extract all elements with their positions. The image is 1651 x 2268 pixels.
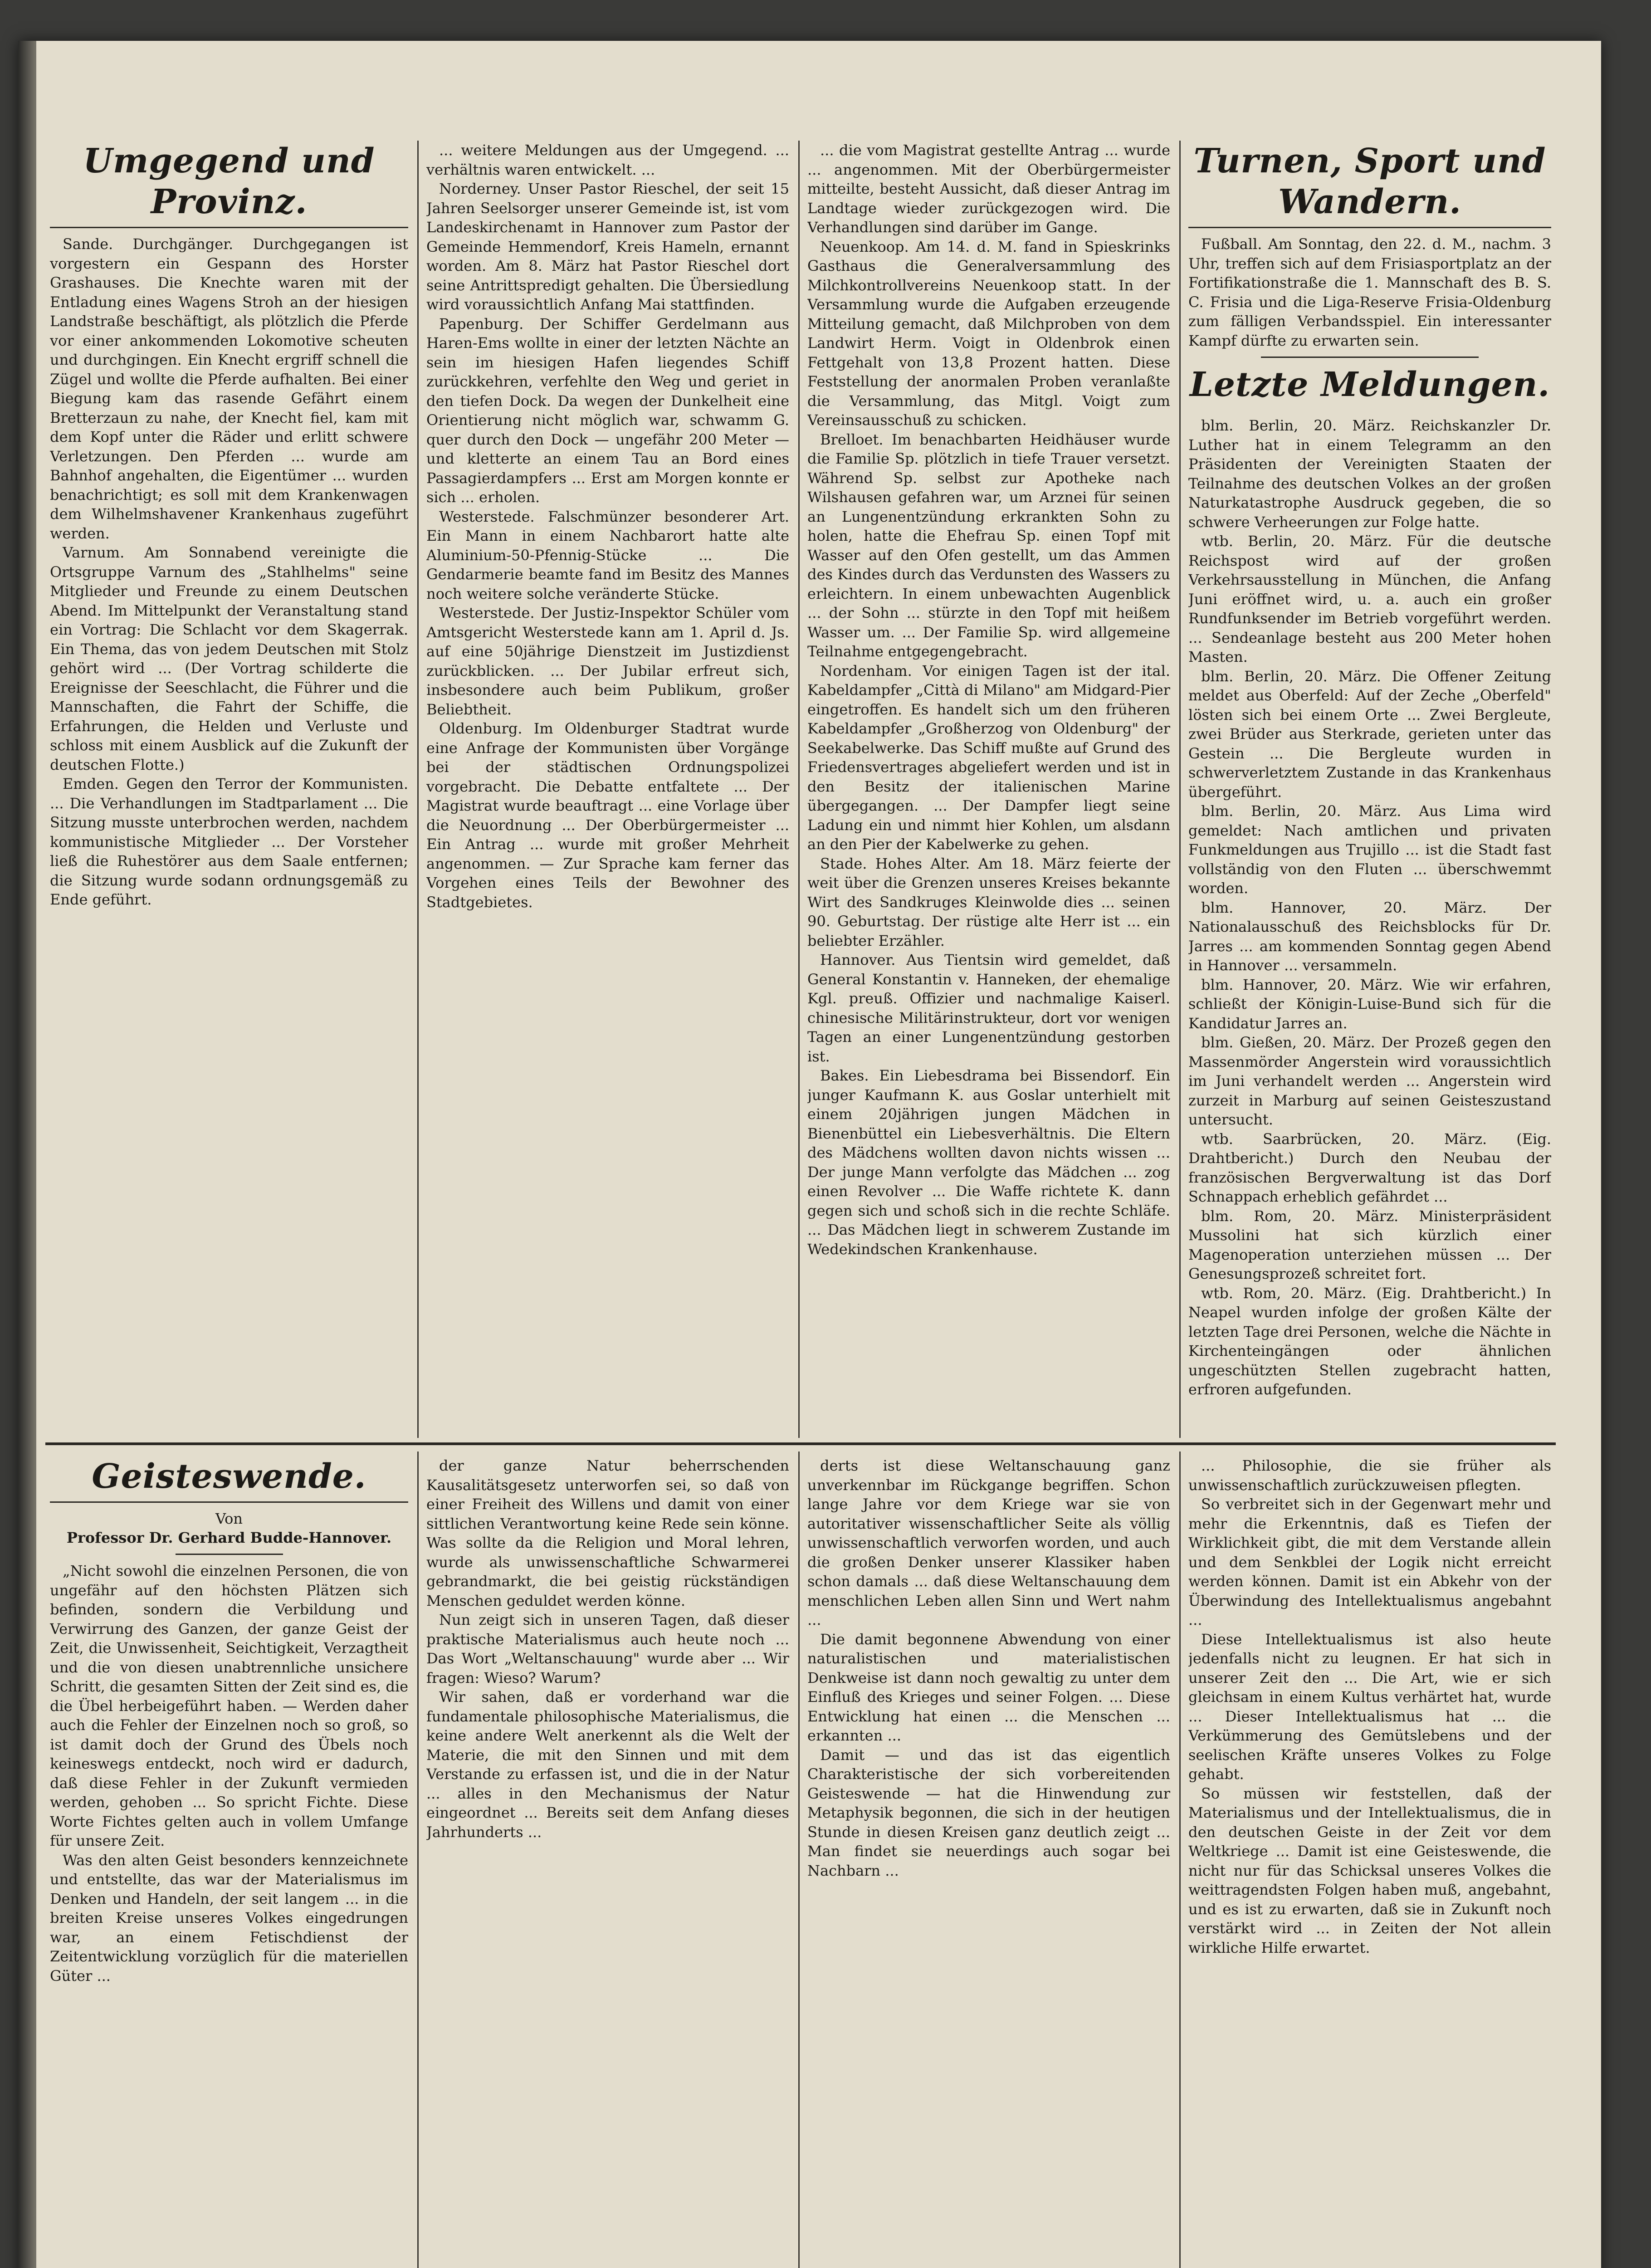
byline-rule (176, 1554, 283, 1555)
column-divider (417, 1452, 419, 2268)
paragraph: blm. Berlin, 20. März. Aus Lima wird gemeldet: Nach amtlichen und privaten Funkmeldungen aus Trujillo ... ist die Stadt fast vollständig von den Fluten ... überschwemmt worden. (1188, 802, 1551, 897)
paragraph: Hannover. Aus Tientsin wird gemeldet, daß General Konstantin v. Hanneken, der ehemalige Kgl. preuß. Offizier und nachmalige Kaiserl. chinesische Militärinstrukteur, dort vor wenigen Tagen an einer Lungenentzündung gestorben ist. (807, 951, 1170, 1065)
paragraph: Wir sahen, daß er vorderhand war die fundamentale philosophische Materialismus, die keine andere Welt anerkennt als die Welt der Materie, die mit den Sinnen und mit dem Verstande zu erfassen ist, und die in der Natur ... alles in den Mechanismus der Natur eingeordnet ... Bereits seit dem Anfang dieses Jahrhunderts ... (426, 1688, 789, 1841)
paragraph: Sande. Durchgänger. Durchgegangen ist vorgestern ein Gespann des Horster Grashauses. Die Knechte waren mit der Entladung eines Wagens Stroh an der hiesigen Landstraße beschäftigt, als plötzlich die Pferde vor einer ankommenden Lokomotive scheuten und durchgingen. Ein Knecht ergriff schnell die Zügel und wollte die Pferde aufhalten. Bei einer Biegung kam das rasende Gefährt einem Bretterzaun zu nahe, der Knecht fiel, kam mit dem Kopf unter die Räder und erlitt schwere Verletzungen. Den Pferden ... wurde am Bahnhof angehalten, die Eigentümer ... wurden benachrichtigt; es soll mit dem Krankenwagen dem Wilhelmshavener Krankenhaus zugeführt werden. (50, 235, 408, 542)
byline-von: Von (215, 1510, 243, 1527)
paragraph: Varnum. Am Sonnabend vereinigte die Ortsgruppe Varnum des „Stahlhelms" seine Mitglieder und Freunde zu einem Deutschen Abend. Im Mittelpunkt der Veranstaltung stand ein Vortrag: Die Schlacht vor dem Skagerrak. Ein Thema, das von jedem Deutschen mit Stolz gehört wird ... (Der Vortrag schilderte die Ereignisse der Seeschlacht, die Führer und die Mannschaften, die Fahrt der Schiffe, die Erfahrungen, die Helden und Verluste und schloss mit einem Ausblick auf die Zukunft der deutschen Flotte.) (50, 544, 408, 773)
column-8 (1188, 1456, 1551, 2268)
paragraph: Fußball. Am Sonntag, den 22. d. M., nachm. 3 Uhr, treffen sich auf dem Frisiasportplatz an der Fortifikationstraße die 1. Mannschaft des B. S. C. Frisia und die Liga-Reserve Frisia-Oldenburg zum fälligen Verbandsspiel. Ein interessanter Kampf dürfte zu erwarten sein. (1188, 235, 1551, 349)
column-6 (426, 1456, 789, 2268)
paragraph: wtb. Saarbrücken, 20. März. (Eig. Drahtbericht.) Durch den Neubau der französischen Bergverwaltung ist das Dorf Schnappach erheblich gefährdet ... (1188, 1130, 1551, 1205)
paragraph: Westerstede. Falschmünzer besonderer Art. Ein Mann in einem Nachbarort hatte alte Aluminium-50-Pfennig-Stücke ... Die Gendarmerie beamte fand im Besitz des Mannes noch weitere solche veränderte Stücke. (426, 508, 789, 602)
section-heading-geisteswende: Geisteswende. (50, 1456, 408, 1503)
section-heading-umgegend: Umgegend und Provinz. (50, 141, 408, 228)
paragraph: Stade. Hohes Alter. Am 18. März feierte der weit über die Grenzen unseres Kreises bekannte Wirt des Sandkruges Kleinwolde dies ... seinen 90. Geburtstag. Der rüstige alte Herr ist ... ein beliebter Erzähler. (807, 855, 1170, 949)
paragraph: ... weitere Meldungen aus der Umgegend. ... verhältnis waren entwickelt. ... (426, 142, 789, 178)
paragraph: So müssen wir feststellen, daß der Materialismus und der Intellektualismus, die in den deutschen Geiste in der Zeit vor dem Weltkriege ... Damit ist eine Geisteswende, die nicht nur für das Schicksal unseres Volkes die weittragendsten Folgen haben muß, angebahnt, und es ist zu erwarten, daß sie in Zukunft noch verstärkt wird ... in Zeiten der Not allein wirkliche Hilfe erwartet. (1188, 1784, 1551, 1956)
paragraph: Neuenkoop. Am 14. d. M. fand in Spieskrinks Gasthaus die Generalversammlung des Milchkontrollvereins Neuenkoop statt. In der Versammlung wurde die Aufgaben erzeugende Mitteilung gemacht, daß Milchproben von dem Landwirt Herm. Voigt in Oldenbrok einen Fettgehalt von 13,8 Prozent hatten. Diese Feststellung der anormalen Proben veranlaßte die Versammlung, das Mitgl. Voigt zum Vereinsausschuß zu schicken. (807, 238, 1170, 429)
paragraph: blm. Hannover, 20. März. Der Nationalausschuß des Reichsblocks für Dr. Jarres ... am kommenden Sonntag gegen Abend in Hannover ... versammeln. (1188, 899, 1551, 974)
paragraph: blm. Berlin, 20. März. Reichskanzler Dr. Luther hat in einem Telegramm an den Präsidenten der Vereinigten Staaten der Teilnahme des deutschen Volkes an der großen Naturkatastrophe Ausdruck gegeben, die so schwere Verheerungen zur Folge hatte. (1188, 417, 1551, 531)
paragraph: derts ist diese Weltanschauung ganz unverkennbar im Rückgange begriffen. Schon lange Jahre vor dem Kriege war sie von autoritativer wissenschaftlicher Seite als völlig unwissenschaftlich verworfen worden, und auch die großen Denker unserer Klassiker haben schon damals ... daß diese Weltanschauung dem menschlichen Leben allen Sinn und Wert nahm ... (807, 1457, 1170, 1628)
section-divider (1261, 357, 1479, 358)
paragraph: Was den alten Geist besonders kennzeichnete und entstellte, das war der Materialismus im Denken und Handeln, der seit langem ... in die breiten Kreise unseres Volkes eingedrungen war, an einem Fetischdienst der Zeitentwicklung vorzüglich für die materiellen Güter ... (50, 1851, 408, 1984)
section-separator (45, 1442, 1556, 1445)
paragraph: ... Philosophie, die sie früher als unwissenschaftlich zurückzuweisen pflegten. (1188, 1457, 1551, 1494)
paragraph: der ganze Natur beherrschenden Kausalitätsgesetz unterworfen sei, so daß von einer Freiheit des Willens und damit von einer sittlichen Verantwortung keine Rede sein könne. Was sollte da die Religion und Moral lehren, wurde als unwissenschaftliche Schwarmerei gebrandmarkt, die bei geistig rückständigen Menschen geduldet werden könne. (426, 1457, 789, 1609)
paragraph: Oldenburg. Im Oldenburger Stadtrat wurde eine Anfrage der Kommunisten über Vorgänge bei der städtischen Ordnungspolizei vorgebracht. Die Debatte entfaltete ... Der Magistrat wurde beauftragt ... eine Vorlage über die Neuordnung ... Der Oberbürgermeister ... Ein Antrag ... wurde mit großer Mehrheit angenommen. — Zur Sprache kam ferner das Vorgehen eines Teils der Bewohner des Stadtgebietes. (426, 720, 789, 911)
column-3 (807, 141, 1170, 1433)
section-heading-turnen: Turnen, Sport und Wandern. (1188, 141, 1551, 228)
byline-author: Professor Dr. Gerhard Budde-Hannover. (66, 1529, 392, 1546)
paragraph: blm. Berlin, 20. März. Die Offener Zeitung meldet aus Oberfeld: Auf der Zeche „Oberfeld" lösten sich bei einem Orte ... Zwei Bergleute, zwei Brüder aus Sterkrade, gerieten unter das Gestein ... Die Bergleute wurden in schwerverletztem Zustande in das Krankenhaus übergeführt. (1188, 667, 1551, 801)
newspaper-page (18, 41, 1601, 2268)
column-geisteswende (50, 1456, 408, 2268)
column-divider (1179, 141, 1181, 1438)
binding-edge (18, 41, 36, 2268)
column-4 (1188, 141, 1551, 1433)
paragraph: blm. Hannover, 20. März. Wie wir erfahren, schließt der Königin-Luise-Bund sich für die Kandidatur Jarres an. (1188, 976, 1551, 1032)
paragraph: Westerstede. Der Justiz-Inspektor Schüler vom Amtsgericht Westerstede kann am 1. April d. Js. auf eine 50jährige Dienstzeit im Justizdienst zurückblicken. ... Der Jubilar erfreut sich, insbesondere auch beim Publikum, großer Beliebtheit. (426, 604, 789, 718)
column-2 (426, 141, 789, 1433)
paragraph: Norderney. Unser Pastor Rieschel, der seit 15 Jahren Seelsorger unserer Gemeinde ist, ist vom Landeskirchenamt in Hannover zum Pastor der Gemeinde Hemmendorf, Kreis Hameln, ernannt worden. Am 8. März hat Pastor Rieschel dort seine Antrittspredigt gehalten. Die Übersiedlung wird voraussichtlich Anfang Mai stattfinden. (426, 180, 789, 313)
paragraph: blm. Rom, 20. März. Ministerpräsident Mussolini hat sich kürzlich einer Magenoperation unterziehen müssen ... Der Genesungsprozeß schreitet fort. (1188, 1207, 1551, 1282)
paragraph: blm. Gießen, 20. März. Der Prozeß gegen den Massenmörder Angerstein wird voraussichtlich im Juni verhandelt werden ... Angerstein wird zurzeit in Marburg auf seinen Geisteszustand untersucht. (1188, 1034, 1551, 1128)
paragraph: Diese Intellektualismus ist also heute jedenfalls nicht zu leugnen. Er hat sich in unserer Zeit den ... Die Art, wie er sich gleichsam in einem Kultus verhärtet hat, wurde ... Dieser Intellektualismus hat ... die Verkümmerung des Gemütslebens und der seelischen Kräfte unseres Volkes zu Folge gehabt. (1188, 1630, 1551, 1783)
column-divider (1179, 1452, 1181, 2268)
umgegend-body (50, 235, 408, 909)
column-divider (417, 141, 419, 1438)
paragraph: wtb. Rom, 20. März. (Eig. Drahtbericht.) In Neapel wurden infolge der großen Kälte der letzten Tage drei Personen, welche die Nächte in Kirchenteingängen oder ähnlichen ungeschützten Stellen zugebracht hatten, erfroren aufgefunden. (1188, 1284, 1551, 1398)
paragraph: Brelloet. Im benachbarten Heidhäuser wurde die Familie Sp. plötzlich in tiefe Trauer versetzt. Während Sp. selbst zur Apotheke nach Wilshausen gefahren war, um Arznei für seinen an Lungenentzündung erkrankten Sohn zu holen, hatte die Ehefrau Sp. einen Topf mit Wasser auf den Ofen gestellt, um das Ammen des Kindes durch das Verdunsten des Wassers zu erleichtern. In einem unbewachten Augenblick ... der Sohn ... stürzte in den Topf mit heißem Wasser um. ... Der Familie Sp. wird allgemeine Teilnahme entgegengebracht. (807, 430, 1170, 660)
column-divider (798, 1452, 800, 2268)
paragraph: Damit — und das ist das eigentlich Charakteristische der sich vorbereitenden Geisteswende — hat die Hinwendung zur Metaphysik begonnen, die sich in der heutigen Stunde in diesen Kreisen ganz deutlich zeigt ... Man findet sie neuerdings auch sogar bei Nachbarn ... (807, 1746, 1170, 1879)
paragraph: Nun zeigt sich in unseren Tagen, daß dieser praktische Materialismus auch heute noch ... Das Wort „Weltanschauung" wurde aber ... Wir fragen: Wieso? Warum? (426, 1611, 789, 1686)
paragraph: Bakes. Ein Liebesdrama bei Bissendorf. Ein junger Kaufmann K. aus Goslar unterhielt mit einem 20jährigen jungen Mädchen in Bienenbüttel ein Liebesverhältnis. Die Eltern des Mädchens wollten davon nichts wissen ... Der junge Mann verfolgte das Mädchen ... zog einen Revolver ... Die Waffe richtete K. dann gegen sich und schoß sich in die rechte Schläfe. ... Das Mädchen liegt in schwerem Zustande im Wedekindschen Krankenhause. (807, 1067, 1170, 1258)
column-divider (798, 141, 800, 1438)
paragraph: ... die vom Magistrat gestellte Antrag ... wurde ... angenommen. Mit der Oberbürgermeister mitteilte, besteht Aussicht, daß dieser Antrag im Landtage wieder zurückgezogen wird. Die Verhandlungen sind darüber im Gange. (807, 142, 1170, 236)
paragraph: Papenburg. Der Schiffer Gerdelmann aus Haren-Ems wollte in einer der letzten Nächte an sein im hiesigen Hafen liegendes Schiff zurückkehren, verfehlte den Weg und geriet in den tiefen Dock. Da wegen der Dunkelheit eine Orientierung nicht möglich war, schwamm G. quer durch den Dock — ungefähr 200 Meter — und kletterte an einem Tau an Bord eines Passagierdampfers ... Erst am Morgen konnte er sich ... erholen. (426, 315, 789, 506)
paragraph: So verbreitet sich in der Gegenwart mehr und mehr die Erkenntnis, daß es Tiefen der Wirklichkeit gibt, die mit dem Verstande allein und dem Senkblei der Logik nicht erreicht werden können. Damit ist ein Abkehr von der Überwindung des Intellektualismus angebahnt ... (1188, 1496, 1551, 1628)
column-7 (807, 1456, 1170, 2268)
paragraph: Nordenham. Vor einigen Tagen ist der ital. Kabeldampfer „Città di Milano" am Midgard-Pier eingetroffen. Es handelt sich um den früheren Kabeldampfer „Großherzog von Oldenburg" der Seekabelwerke. Das Schiff mußte auf Grund des Friedensvertrages abgeliefert werden und ist in den Besitz der italienischen Marine übergegangen. ... Der Dampfer liegt seine Ladung ein und nimmt hier Kohlen, um alsdann an den Pier der Kabelwerke zu gehen. (807, 662, 1170, 853)
paragraph: „Nicht sowohl die einzelnen Personen, die von ungefähr auf den höchsten Plätzen sich befinden, sondern die Verbildung und Verwirrung des Ganzen, der ganze Geist der Zeit, die Unwissenheit, Seichtigkeit, Verzagtheit und die von diesen unabtrennliche unsichere Schritt, die gesamten Sitten der Zeit sind es, die die Übel herbeigeführt haben. — Werden daher auch die Fehler der Einzelnen noch so groß, so ist damit doch der Grund des Übels noch keineswegs entdeckt, noch wird er dadurch, daß diese Fehler in der Zukunft vermieden werden, gehoben ... So spricht Fichte. Diese Worte Fichtes gelten auch in vollem Umfange für unsere Zeit. (50, 1562, 408, 1849)
column-umgegend (50, 141, 408, 1433)
paragraph: wtb. Berlin, 20. März. Für die deutsche Reichspost wird auf der großen Verkehrsausstellung in München, die Anfang Juni eröffnet wird, u. a. auch ein großer Rundfunksender im Betrieb vorgeführt werden. ... Sendeanlage besteht aus 200 Meter hohen Masten. (1188, 533, 1551, 665)
section-heading-meldungen: Letzte Meldungen. (1189, 365, 1550, 404)
paragraph: Emden. Gegen den Terror der Kommunisten. ... Die Verhandlungen im Stadtparlament ... Die Sitzung musste unterbrochen werden, nachdem kommunistische Mitglieder ... Der Vorsteher ließ die Ruhestörer aus dem Saale entfernen; die Sitzung wurde sodann ordnungsgemäß zu Ende geführt. (50, 775, 408, 908)
paragraph: Die damit begonnene Abwendung von einer naturalistischen und materialistischen Denkweise ist dann noch gewaltig zu unter dem Einfluß des Krieges und seiner Folgen. ... Diese Entwicklung hat einen ... die Menschen ... erkannten ... (807, 1630, 1170, 1744)
